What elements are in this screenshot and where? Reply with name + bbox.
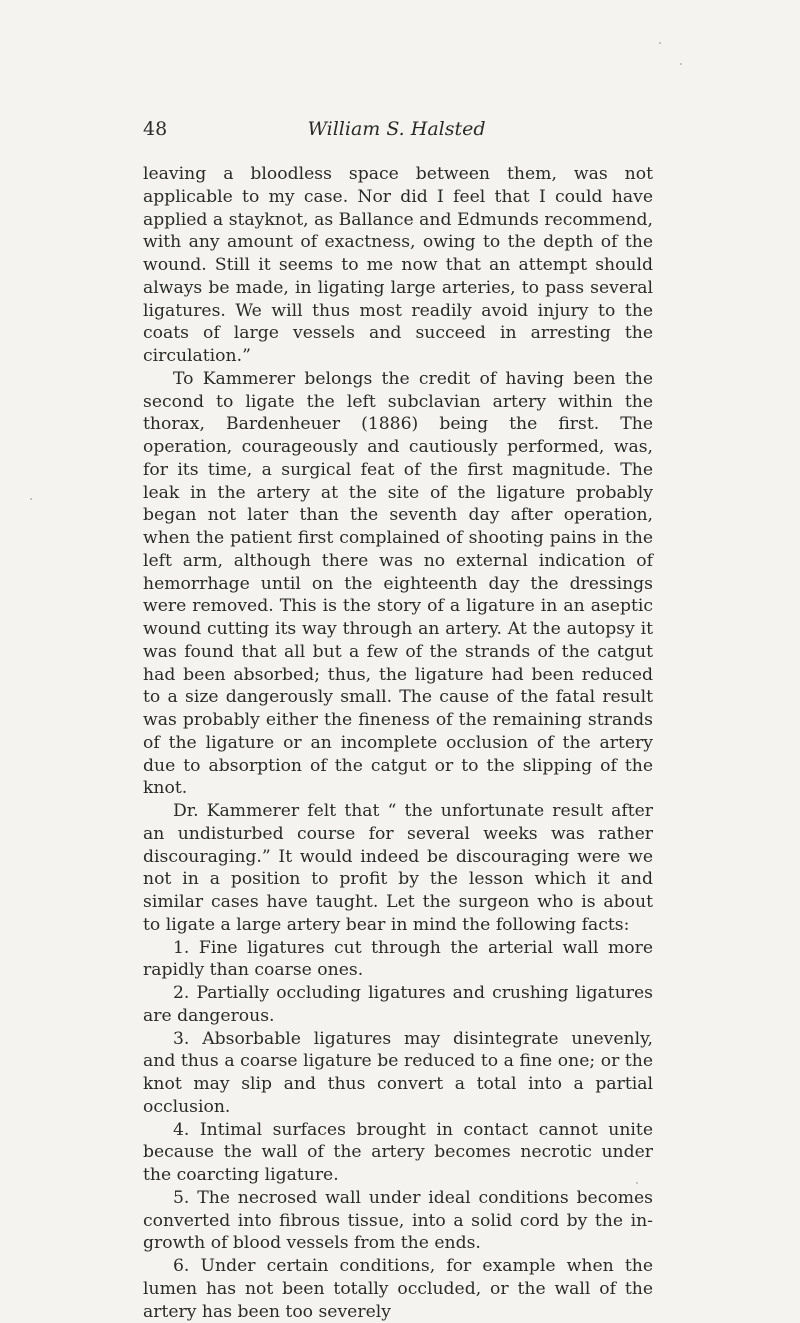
list-item-3: 3. Absorbable ligatures may disintegrate unevenly, and thus a coarse ligature be reduced to a fine one; or the knot may slip and thus convert a total into a partial occlusion. <box>143 1028 653 1117</box>
body-text <box>143 163 653 1323</box>
paper-speck <box>636 1182 638 1184</box>
list-item-5: 5. The necrosed wall under ideal conditions becomes converted into fibrous tissue, into a solid cord by the in-growth of blood vessels from the ends. <box>143 1187 653 1254</box>
paragraph-kammerer: To Kammerer belongs the credit of having been the second to ligate the left subclavian artery within the thorax, Bardenheuer (1886) being the first. The operation, courageously and cautiously performed, was, for its time, a surgical feat of the first magnitude. The leak in the artery at the site of the ligature probably began not later than the seventh day after operation, when the patient first complained of shooting pains in the left arm, although there was no external indication of hemorrhage until on the eighteenth day the dressings were removed. This is the story of a ligature in an aseptic wound cutting its way through an artery. At the autopsy it was found that all but a few of the strands of the catgut had been absorbed; thus, the ligature had been reduced to a size dangerously small. The cause of the fatal result was probably either the fineness of the remaining strands of the ligature or an incomplete occlusion of the artery due to absorption of the catgut or to the slipping of the knot. <box>143 368 653 799</box>
page-number: 48 <box>143 118 168 140</box>
list-item-6: 6. Under certain conditions, for example when the lumen has not been totally occluded, or the wall of the artery has been too severely <box>143 1256 653 1322</box>
paper-speck <box>680 63 682 65</box>
list-item-4: 4. Intimal surfaces brought in contact cannot unite because the wall of the artery becomes necrotic under the coarcting ligature. <box>143 1119 653 1185</box>
list-item-2: 2. Partially occluding ligatures and crushing ligatures are dangerous. <box>143 983 653 1026</box>
paper-speck <box>30 498 32 500</box>
page-header <box>143 118 650 148</box>
list-item-1: 1. Fine ligatures cut through the arterial wall more rapidly than coarse ones. <box>143 937 653 981</box>
paragraph-continued: leaving a bloodless space between them, was not applicable to my case. Nor did I feel that I could have applied a stayknot, as Ballance and Edmunds recommend, with any amount of exactness, owing to the depth of the wound. Still it seems to me now that an attempt should always be made, in ligating large arteries, to pass several ligatures. We will thus most readily avoid injury to the coats of large vessels and succeed in arresting the circulation.” <box>143 164 653 366</box>
paper-speck <box>659 42 661 44</box>
running-head: William S. Halsted <box>307 118 486 140</box>
paragraph-discouraging: Dr. Kammerer felt that “ the unfortunate result after an undisturbed course for several weeks was rather discouraging.” It would indeed be discouraging were we not in a position to profit by the lesson which it and similar cases have taught. Let the surgeon who is about to ligate a large artery bear in mind the following facts: <box>143 801 653 935</box>
